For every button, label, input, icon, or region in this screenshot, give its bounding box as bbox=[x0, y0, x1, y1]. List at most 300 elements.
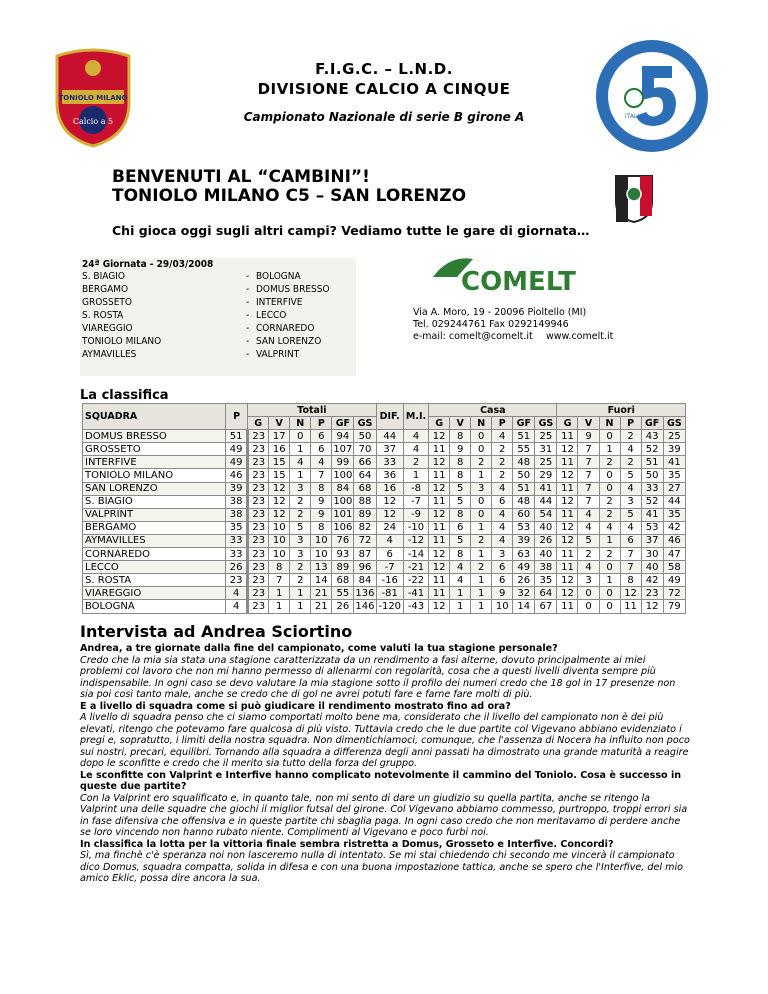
table-cell: 3 bbox=[290, 534, 311, 547]
table-cell: 12 bbox=[429, 482, 450, 495]
table-cell: 42 bbox=[663, 521, 685, 534]
table-cell: 16 bbox=[269, 443, 290, 456]
interview-question: In classifica la lotta per la vittoria finale sembra ristretta a Domus, Grosseto e Interfive. Concordi? bbox=[80, 838, 614, 850]
table-cell: 1 bbox=[599, 574, 620, 587]
table-cell: 51 bbox=[641, 456, 663, 469]
table-cell: 11 bbox=[557, 561, 578, 574]
table-cell: 11 bbox=[429, 495, 450, 508]
table-cell: 9 bbox=[492, 587, 513, 600]
table-cell: 50 bbox=[513, 469, 535, 482]
table-cell: 64 bbox=[354, 469, 376, 482]
table-cell: 3 bbox=[492, 548, 513, 561]
col-gf: GF bbox=[641, 417, 663, 430]
team-name: S. ROSTA bbox=[83, 574, 226, 587]
table-cell: 1 bbox=[450, 600, 471, 613]
standings-body bbox=[83, 430, 686, 613]
table-cell: 5 bbox=[450, 482, 471, 495]
table-cell: 1 bbox=[290, 443, 311, 456]
table-cell: 51 bbox=[513, 482, 535, 495]
table-cell: 2 bbox=[599, 548, 620, 561]
table-cell: 1 bbox=[471, 469, 492, 482]
table-row bbox=[83, 561, 686, 574]
table-cell: 5 bbox=[578, 534, 599, 547]
table-cell: 1 bbox=[290, 600, 311, 613]
table-cell: -16 bbox=[376, 574, 403, 587]
table-cell: 10 bbox=[311, 548, 332, 561]
table-cell: 40 bbox=[535, 521, 557, 534]
table-cell: -21 bbox=[403, 561, 428, 574]
table-cell: 89 bbox=[354, 508, 376, 521]
table-cell: 12 bbox=[557, 521, 578, 534]
team-points: 46 bbox=[226, 469, 248, 482]
table-cell: 6 bbox=[492, 561, 513, 574]
table-cell: 48 bbox=[513, 456, 535, 469]
team-name: DOMUS BRESSO bbox=[83, 430, 226, 443]
table-cell: 52 bbox=[641, 495, 663, 508]
table-cell: 4 bbox=[492, 430, 513, 443]
fixture-away: INTERFIVE bbox=[256, 297, 303, 308]
table-cell: 7 bbox=[578, 456, 599, 469]
table-cell: 23 bbox=[248, 443, 269, 456]
table-row bbox=[83, 600, 686, 613]
table-cell: -10 bbox=[403, 521, 428, 534]
table-cell: 11 bbox=[557, 508, 578, 521]
table-cell: 100 bbox=[333, 470, 353, 482]
table-cell: 0 bbox=[599, 469, 620, 482]
table-cell: 2 bbox=[403, 456, 428, 469]
col-dif: DIF. bbox=[376, 404, 403, 430]
header-line1: F.I.G.C. – L.N.D. bbox=[315, 60, 453, 78]
table-cell: -7 bbox=[376, 561, 403, 574]
table-cell: 35 bbox=[535, 574, 557, 587]
table-cell: 100 bbox=[333, 496, 353, 508]
interview-answer: Credo che la mia sia stata una stagione caratterizzata da un rendimento a fasi alterne, dovuto principalmente ai miei problemi col lavoro che non mi hanno permesso di allenarmi con regolarità, cosa che a questi livelli diventa sempre più indispensabile. In ogni caso se devo valutare la mia stagione sotto il profilo dei numeri credo che 18 gol in 17 presenze non sia poi così tanto male, anche se credo che di gol ne avrei potuti fare e farne fare molti di più. bbox=[80, 654, 676, 700]
sponsor-logo bbox=[425, 245, 576, 305]
table-cell: 44 bbox=[535, 495, 557, 508]
table-cell: 0 bbox=[290, 430, 311, 443]
table-cell: 0 bbox=[471, 508, 492, 521]
table-cell: 3 bbox=[290, 548, 311, 561]
team-points: 38 bbox=[226, 495, 248, 508]
interview-body bbox=[80, 643, 690, 885]
table-cell: 44 bbox=[663, 495, 685, 508]
table-cell: 12 bbox=[429, 600, 450, 613]
table-cell: 60 bbox=[513, 508, 535, 521]
table-cell: 23 bbox=[641, 587, 663, 600]
fixture-away: DOMUS BRESSO bbox=[256, 284, 330, 295]
table-cell: 2 bbox=[290, 508, 311, 521]
table-cell: 9 bbox=[450, 443, 471, 456]
table-cell: 2 bbox=[290, 495, 311, 508]
col-gs: GS bbox=[535, 417, 557, 430]
table-cell: 82 bbox=[354, 521, 376, 534]
table-cell: 1 bbox=[269, 600, 290, 613]
table-cell: 4 bbox=[492, 534, 513, 547]
table-row bbox=[83, 521, 686, 534]
table-cell: -120 bbox=[376, 600, 403, 613]
table-cell: 87 bbox=[354, 548, 376, 561]
table-cell: 7 bbox=[578, 482, 599, 495]
table-cell: -81 bbox=[376, 587, 403, 600]
col-n: N bbox=[599, 417, 620, 430]
table-cell: 5 bbox=[290, 521, 311, 534]
table-cell: 44 bbox=[376, 430, 403, 443]
table-cell: 4 bbox=[290, 456, 311, 469]
table-cell: 4 bbox=[403, 430, 428, 443]
table-cell: 1 bbox=[471, 600, 492, 613]
table-cell: 1 bbox=[471, 587, 492, 600]
table-cell: 2 bbox=[492, 469, 513, 482]
table-cell: 11 bbox=[557, 430, 578, 443]
table-cell: -8 bbox=[403, 482, 428, 495]
table-cell: 1 bbox=[471, 548, 492, 561]
table-cell: 47 bbox=[663, 548, 685, 561]
col-p: P bbox=[492, 417, 513, 430]
table-cell: 8 bbox=[269, 561, 290, 574]
table-cell: 46 bbox=[663, 534, 685, 547]
table-cell: 39 bbox=[663, 443, 685, 456]
table-cell: 66 bbox=[354, 456, 376, 469]
table-cell: 8 bbox=[311, 521, 332, 534]
table-cell: 12 bbox=[557, 574, 578, 587]
team-name: LECCO bbox=[83, 561, 226, 574]
table-cell: 31 bbox=[535, 443, 557, 456]
club-logo-bottom-text: Calcio a 5 bbox=[72, 117, 114, 126]
table-cell: 1 bbox=[471, 521, 492, 534]
table-cell: 17 bbox=[269, 430, 290, 443]
fixture-home: S. BIAGIO bbox=[82, 271, 125, 282]
table-cell: 11 bbox=[429, 443, 450, 456]
table-cell: 10 bbox=[269, 521, 290, 534]
table-cell: 99 bbox=[332, 456, 354, 469]
table-cell: 79 bbox=[663, 600, 685, 613]
table-cell: 23 bbox=[248, 561, 269, 574]
table-cell: 2 bbox=[492, 443, 513, 456]
table-cell: 25 bbox=[535, 456, 557, 469]
table-cell: 94 bbox=[332, 430, 354, 443]
table-cell: 49 bbox=[513, 561, 535, 574]
table-cell: 12 bbox=[376, 495, 403, 508]
table-cell: 96 bbox=[354, 561, 376, 574]
table-cell: 33 bbox=[641, 482, 663, 495]
interview-title: Intervista ad Andrea Sciortino bbox=[80, 622, 353, 641]
team-name: TONIOLO MILANO bbox=[83, 469, 226, 482]
team-points: 39 bbox=[226, 482, 248, 495]
table-cell: 2 bbox=[290, 574, 311, 587]
table-cell: 2 bbox=[471, 561, 492, 574]
sponsor-phone: Tel. 029244761 Fax 0292149946 bbox=[413, 319, 569, 330]
team-name: CORNAREDO bbox=[83, 548, 226, 561]
table-cell: 88 bbox=[354, 495, 376, 508]
table-row bbox=[83, 548, 686, 561]
table-cell: 23 bbox=[248, 548, 269, 561]
table-cell: 24 bbox=[376, 521, 403, 534]
table-cell: 63 bbox=[513, 548, 535, 561]
table-cell: 50 bbox=[641, 469, 663, 482]
table-row bbox=[83, 574, 686, 587]
table-cell: 2 bbox=[620, 430, 641, 443]
team-points: 4 bbox=[226, 600, 248, 613]
table-cell: 72 bbox=[354, 534, 376, 547]
table-cell: 16 bbox=[376, 482, 403, 495]
table-cell: 21 bbox=[311, 600, 332, 613]
table-cell: 1 bbox=[471, 574, 492, 587]
table-row bbox=[83, 430, 686, 443]
table-cell: 12 bbox=[557, 443, 578, 456]
col-points: P bbox=[226, 404, 248, 430]
col-g: G bbox=[248, 417, 269, 430]
fixtures-list: 24ª Giornata - 29/03/2008 S. BIAGIO - BOLOGNA BERGAMO - DOMUS BRESSO GROSSETO - INTERFIVE S. ROSTA - LECCO VIAREGGIO - CORNAREDO TONIOLO MILANO - SAN LORENZO AYMAVILLES - VALPRINT bbox=[80, 258, 356, 376]
table-cell: 52 bbox=[641, 443, 663, 456]
col-v: V bbox=[450, 417, 471, 430]
table-cell: 93 bbox=[332, 548, 354, 561]
table-cell: 136 bbox=[355, 587, 375, 599]
table-cell: 2 bbox=[599, 495, 620, 508]
table-cell: 9 bbox=[578, 430, 599, 443]
table-cell: 6 bbox=[311, 443, 332, 456]
table-cell: 4 bbox=[620, 482, 641, 495]
table-cell: 37 bbox=[641, 534, 663, 547]
table-cell: 11 bbox=[429, 534, 450, 547]
col-v: V bbox=[578, 417, 599, 430]
table-cell: 4 bbox=[492, 508, 513, 521]
table-cell: 21 bbox=[311, 587, 332, 600]
team-points: 51 bbox=[226, 430, 248, 443]
table-cell: 0 bbox=[599, 430, 620, 443]
table-cell: 12 bbox=[557, 534, 578, 547]
col-p: P bbox=[311, 417, 332, 430]
interview-answer: Con la Valprint ero squalificato e, in quanto tale, non mi sento di dare un giudizio su quella partita, anche se ritengo la Valprint una delle squadre che giochi il miglior futsal del girone. Col Vigevano abbiamo commesso, purtroppo, troppi errori sia in fase difensiva che offensiva e in queste partite chi sbaglia paga. In ogni caso credo che non meritavamo di perdere anche se loro vincendo non hanno rubato niente. Complimenti al Vigevano e poco furbi noi. bbox=[80, 792, 688, 838]
table-cell: 9 bbox=[311, 495, 332, 508]
table-cell: 36 bbox=[376, 469, 403, 482]
fixture-away: VALPRINT bbox=[256, 349, 300, 360]
table-cell: 4 bbox=[450, 574, 471, 587]
table-cell: 6 bbox=[492, 495, 513, 508]
table-cell: 15 bbox=[269, 456, 290, 469]
table-cell: 84 bbox=[332, 482, 354, 495]
table-cell: 6 bbox=[492, 574, 513, 587]
table-cell: 1 bbox=[290, 469, 311, 482]
table-cell: 2 bbox=[599, 456, 620, 469]
col-gf: GF bbox=[332, 417, 354, 430]
table-cell: 23 bbox=[248, 495, 269, 508]
table-cell: 14 bbox=[513, 600, 535, 613]
opponent-crest bbox=[614, 172, 654, 224]
table-cell: 7 bbox=[578, 495, 599, 508]
table-cell: 23 bbox=[248, 456, 269, 469]
table-cell: 6 bbox=[376, 548, 403, 561]
table-cell: 1 bbox=[290, 587, 311, 600]
header-line2: DIVISIONE CALCIO A CINQUE bbox=[257, 80, 511, 98]
col-group-fuori: Fuori bbox=[557, 404, 686, 417]
table-cell: 4 bbox=[578, 508, 599, 521]
team-name: VIAREGGIO bbox=[83, 587, 226, 600]
table-cell: 2 bbox=[620, 456, 641, 469]
fixture-home: BERGAMO bbox=[82, 284, 129, 295]
table-cell: 64 bbox=[535, 587, 557, 600]
table-cell: -9 bbox=[403, 508, 428, 521]
table-cell: 41 bbox=[535, 482, 557, 495]
table-cell: 1 bbox=[403, 469, 428, 482]
table-row bbox=[83, 534, 686, 547]
table-cell: 5 bbox=[620, 508, 641, 521]
table-cell: 107 bbox=[333, 443, 353, 455]
col-n: N bbox=[290, 417, 311, 430]
table-cell: 13 bbox=[311, 561, 332, 574]
table-cell: 26 bbox=[513, 574, 535, 587]
table-cell: 9 bbox=[311, 508, 332, 521]
col-mi: M.I. bbox=[403, 404, 428, 430]
table-cell: 53 bbox=[641, 521, 663, 534]
table-cell: 68 bbox=[332, 574, 354, 587]
standings-title: La classifica bbox=[80, 388, 169, 403]
table-cell: 40 bbox=[535, 548, 557, 561]
table-cell: 33 bbox=[376, 456, 403, 469]
table-cell: 12 bbox=[269, 495, 290, 508]
table-cell: 25 bbox=[535, 430, 557, 443]
table-cell: 11 bbox=[620, 600, 641, 613]
table-cell: 7 bbox=[620, 561, 641, 574]
table-cell: 76 bbox=[332, 534, 354, 547]
table-cell: 23 bbox=[248, 521, 269, 534]
table-cell: 8 bbox=[620, 574, 641, 587]
fixture-away: BOLOGNA bbox=[256, 271, 301, 282]
table-row bbox=[83, 469, 686, 482]
table-cell: 35 bbox=[663, 508, 685, 521]
table-cell: 8 bbox=[450, 430, 471, 443]
table-cell: 10 bbox=[269, 548, 290, 561]
table-cell: 11 bbox=[429, 574, 450, 587]
table-cell: 42 bbox=[641, 574, 663, 587]
table-cell: 32 bbox=[513, 587, 535, 600]
table-cell: 12 bbox=[429, 508, 450, 521]
col-squadra: SQUADRA bbox=[83, 404, 226, 430]
table-cell: 3 bbox=[620, 495, 641, 508]
table-cell: 2 bbox=[471, 456, 492, 469]
interview-answer: Sì, ma finchè c'è speranza noi non lasceremo nulla di intentato. Se mi stai chiedendo chi secondo me vincerà il campionato dico Domus, squadra compatta, solida in difesa e con una buona impostazione tattica, anche se spero che l'Interfive, del mio amico Eklic, possa dire ancora la sua. bbox=[80, 850, 683, 884]
table-cell: 84 bbox=[354, 574, 376, 587]
table-cell: 11 bbox=[557, 482, 578, 495]
table-cell: 51 bbox=[513, 430, 535, 443]
table-cell: 1 bbox=[450, 587, 471, 600]
table-cell: 6 bbox=[450, 521, 471, 534]
table-cell: -12 bbox=[403, 534, 428, 547]
table-cell: 48 bbox=[513, 495, 535, 508]
table-cell: 2 bbox=[599, 508, 620, 521]
table-cell: 58 bbox=[663, 561, 685, 574]
table-cell: 12 bbox=[429, 430, 450, 443]
table-cell: 7 bbox=[269, 574, 290, 587]
table-cell: 2 bbox=[578, 548, 599, 561]
table-row bbox=[83, 495, 686, 508]
team-points: 49 bbox=[226, 456, 248, 469]
team-points: 4 bbox=[226, 587, 248, 600]
table-cell: 23 bbox=[248, 587, 269, 600]
team-name: BERGAMO bbox=[83, 521, 226, 534]
table-cell: -7 bbox=[403, 495, 428, 508]
fixture-away: SAN LORENZO bbox=[256, 336, 322, 347]
table-cell: 4 bbox=[403, 443, 428, 456]
table-row bbox=[83, 508, 686, 521]
table-cell: 7 bbox=[578, 469, 599, 482]
team-points: 38 bbox=[226, 508, 248, 521]
table-cell: 67 bbox=[535, 600, 557, 613]
table-cell: 101 bbox=[333, 509, 353, 521]
table-cell: 41 bbox=[641, 508, 663, 521]
table-cell: 12 bbox=[269, 508, 290, 521]
team-points: 26 bbox=[226, 561, 248, 574]
table-cell: 23 bbox=[248, 482, 269, 495]
header-subtitle: Campionato Nazionale di serie B girone A bbox=[243, 110, 525, 124]
table-row bbox=[83, 587, 686, 600]
table-cell: 35 bbox=[663, 469, 685, 482]
table-cell: 68 bbox=[354, 482, 376, 495]
table-cell: 53 bbox=[513, 521, 535, 534]
table-cell: -43 bbox=[403, 600, 428, 613]
fixtures-title: 24ª Giornata - 29/03/2008 bbox=[82, 259, 214, 270]
table-cell: 12 bbox=[557, 587, 578, 600]
table-cell: 146 bbox=[355, 600, 375, 612]
team-name: INTERFIVE bbox=[83, 456, 226, 469]
table-cell: 0 bbox=[578, 587, 599, 600]
other-matches-question: Chi gioca oggi sugli altri campi? Vediamo tutte le gare di giornata… bbox=[112, 223, 590, 238]
table-cell: 12 bbox=[557, 469, 578, 482]
table-cell: 25 bbox=[663, 430, 685, 443]
table-cell: 4 bbox=[492, 521, 513, 534]
table-cell: 2 bbox=[492, 456, 513, 469]
team-points: 49 bbox=[226, 443, 248, 456]
table-cell: 29 bbox=[535, 469, 557, 482]
table-cell: 7 bbox=[620, 548, 641, 561]
table-cell: 10 bbox=[311, 534, 332, 547]
fixture-home: S. ROSTA bbox=[82, 310, 124, 321]
team-points: 33 bbox=[226, 548, 248, 561]
standings-table bbox=[82, 403, 686, 614]
table-cell: 37 bbox=[376, 443, 403, 456]
table-cell: 38 bbox=[535, 561, 557, 574]
team-points: 35 bbox=[226, 521, 248, 534]
table-cell: 0 bbox=[599, 561, 620, 574]
table-cell: 23 bbox=[248, 574, 269, 587]
sponsor-email: e-mail: comelt@comelt.it bbox=[413, 331, 533, 342]
team-name: BOLOGNA bbox=[83, 600, 226, 613]
table-cell: 12 bbox=[620, 587, 641, 600]
table-cell: 0 bbox=[599, 600, 620, 613]
table-cell: 2 bbox=[471, 534, 492, 547]
table-cell: 1 bbox=[269, 587, 290, 600]
table-cell: 1 bbox=[599, 443, 620, 456]
sponsor-web: www.comelt.it bbox=[546, 331, 614, 342]
table-cell: 70 bbox=[354, 443, 376, 456]
table-cell: 11 bbox=[557, 548, 578, 561]
col-gs: GS bbox=[354, 417, 376, 430]
table-row bbox=[83, 443, 686, 456]
table-cell: 2 bbox=[290, 561, 311, 574]
table-cell: -14 bbox=[403, 548, 428, 561]
table-row bbox=[83, 482, 686, 495]
table-cell: 10 bbox=[269, 534, 290, 547]
sponsor-logo-text: COMELT bbox=[461, 267, 576, 297]
table-cell: 89 bbox=[332, 561, 354, 574]
table-cell: 4 bbox=[311, 456, 332, 469]
fixture-home: TONIOLO MILANO bbox=[82, 336, 162, 347]
table-cell: 72 bbox=[663, 587, 685, 600]
interview-question: Le sconfitte con Valprint e Interfive hanno complicato notevolmente il cammino del Toniolo. Cosa è successo in queste due partite? bbox=[80, 769, 682, 792]
interview-answer: A livello di squadra penso che ci siamo comportati molto bene ma, considerato che il livello del campionato non è dei più elevati, ritengo che potevamo fare qualcosa di più visto. Tuttavia credo che le due partite col Vigevano abbiano evidenziato i pregi e, sopratutto, i limiti della nostra squadra. Non dimentichiamoci, comunque, che l'assenza di Nocera ha influito non poco sui nostri, precari, equilibri. Tornando alla squadra a differenza degli anni passati ha dimostrato una grande maturità a reagire dopo le sconfitte e credo che il merito sia tutto della forza del gruppo. bbox=[80, 712, 690, 769]
table-cell: 4 bbox=[376, 534, 403, 547]
table-cell: 11 bbox=[557, 456, 578, 469]
federation-italia-text: ITALIA bbox=[624, 113, 644, 120]
